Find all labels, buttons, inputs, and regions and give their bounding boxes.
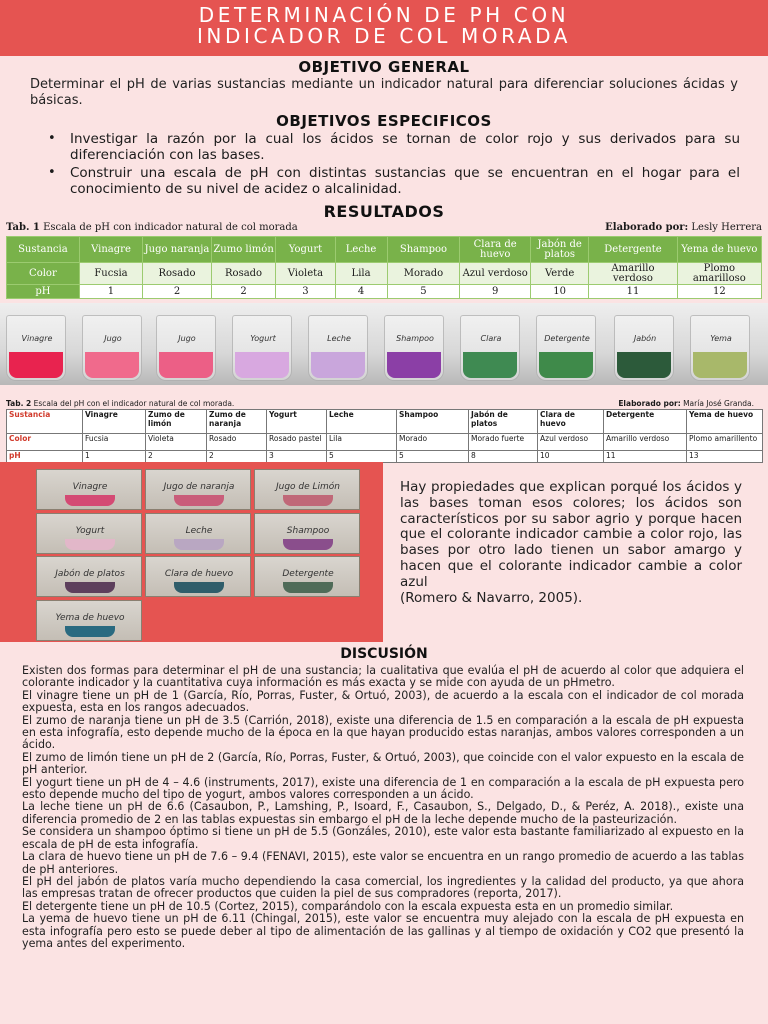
- table2-title: Tab. 2 Escala del pH con el indicador natural de col morada.: [6, 399, 235, 408]
- grid-photo: [145, 469, 251, 510]
- table1-title: Tab. 1 Escala de pH con indicador natural de col morada: [6, 222, 298, 233]
- table-cell: Azul verdoso: [538, 434, 604, 451]
- table-cell: 5: [397, 451, 469, 463]
- table-cell: Amarillo verdoso: [589, 263, 677, 285]
- objetivo-general-text: Determinar el pH de varias sustancias mediante un indicador natural para diferenciar soluciones ácidas y básicas.: [30, 77, 738, 108]
- table-cell: 2: [143, 285, 212, 299]
- objetivo-text: Investigar la razón por la cual los ácidos se tornan de color rojo y sus derivados para su diferenciación con las bases.: [70, 131, 740, 163]
- cup-liquid: [387, 352, 441, 378]
- table-cell: 5: [327, 451, 397, 463]
- table-cell: 11: [589, 285, 677, 299]
- table-cell: Shampoo: [387, 237, 460, 263]
- cup-image: [156, 315, 216, 381]
- table-cell: 10: [538, 451, 604, 463]
- table-cell: Vinagre: [83, 410, 146, 434]
- cup-label: Yogurt: [75, 525, 105, 536]
- table-cell: Yema de huevo: [687, 410, 763, 434]
- table-cell: Morado: [387, 263, 460, 285]
- table-row: [7, 237, 762, 263]
- resultados-heading: RESULTADOS: [323, 202, 445, 221]
- row-label: Sustancia: [7, 410, 83, 434]
- discusion-paragraph: El detergente tiene un pH de 10.5 (Cortez, 2015), comparándolo con la escala expuesta esta en un promedio similar.: [22, 899, 674, 913]
- row-label: Sustancia: [7, 237, 80, 263]
- table-cell: Detergente: [604, 410, 687, 434]
- table-cell: Rosado: [207, 434, 267, 451]
- cup-label: Jabón de platos: [55, 569, 125, 579]
- cup-liquid: [159, 352, 213, 378]
- cup-label: Jugo de naranja: [163, 482, 235, 492]
- cup-label: Jugo: [178, 334, 196, 343]
- table-cell: 5: [387, 285, 460, 299]
- objetivo-general-heading: OBJETIVO GENERAL: [298, 58, 470, 76]
- table-cell: Jabón de platos: [531, 237, 589, 263]
- table-cell: Rosado pastel: [267, 434, 327, 451]
- cup-label: Detergente: [282, 569, 334, 579]
- cup-liquid: [65, 495, 115, 506]
- cup-liquid: [235, 352, 289, 378]
- cup-image: [690, 315, 750, 381]
- discusion-paragraph: El vinagre tiene un pH de 1 (García, Río, Porras, Fuster, & Ortuó, 2003), de acuerdo a la escala con el indicador de col morada expuesta, esta en los rangos adecuados.: [22, 688, 744, 715]
- grid-photo: [145, 556, 251, 597]
- table-row: [7, 263, 762, 285]
- table-cell: 3: [276, 285, 335, 299]
- table-cell: Yema de huevo: [677, 237, 761, 263]
- row-label: pH: [7, 451, 83, 463]
- table-row: [7, 451, 763, 463]
- table-cell: 2: [211, 285, 275, 299]
- cup-liquid: [539, 352, 593, 378]
- table-cell: Clara de huevo: [538, 410, 604, 434]
- table-cell: 2: [207, 451, 267, 463]
- grid-photo: [36, 600, 142, 641]
- discusion-paragraph: La clara de huevo tiene un pH de 7.6 – 9.4 (FENAVI, 2015), este valor se encuentra en un rango promedio de acuerdo a las tablas de pH anteriores.: [22, 850, 744, 876]
- cup-label: Yema: [710, 334, 732, 343]
- table-cell: Fucsia: [83, 434, 146, 451]
- table-cell: Violeta: [146, 434, 207, 451]
- grid-photo: [254, 513, 360, 554]
- table-cell: 10: [531, 285, 589, 299]
- cup-label: Yogurt: [250, 334, 276, 343]
- table-cell: Verde: [531, 263, 589, 285]
- explanation-body: Hay propiedades que explican porqué los ácidos y las bases toman esos colores; los ácidos son característicos por su sabor agrio y porque hacen que el colorante indicador cambie a color rojo, las bases por otro lado tienen un sabor amargo y hacen que el colorante indicador cambie a color azul: [400, 479, 742, 590]
- table-cell: 1: [79, 285, 142, 299]
- title-line-1: DETERMINACIÓN DE PH CON: [198, 3, 570, 27]
- cup-image: [536, 315, 596, 381]
- table-cell: 13: [687, 451, 763, 463]
- objetivo-text: Construir una escala de pH con distintas sustancias que se encuentran en el hogar para el conocimiento de su nivel de acidez o alcalinidad.: [70, 165, 740, 197]
- table-cell: Zumo de naranja: [207, 410, 267, 434]
- cup-liquid: [174, 495, 224, 506]
- discusion-paragraph: El yogurt tiene un pH de 4 – 4.6 (instruments, 2017), existe una diferencia de 1 en comparación a la escala de pH expuesta pero esto depende mucho del tipo de yogurt, ambos valores corresponden a un ácido.: [22, 775, 744, 802]
- cup-liquid: [283, 539, 333, 550]
- cup-liquid: [693, 352, 747, 378]
- cup-label: Yema de huevo: [55, 612, 125, 623]
- cup-label: Shampoo: [396, 334, 434, 343]
- table-cell: 11: [604, 451, 687, 463]
- table1-author: Elaborado por: Lesly Herrera: [605, 222, 762, 233]
- cup-image: [460, 315, 520, 381]
- cup-liquid: [65, 582, 115, 593]
- table1-caption: [6, 222, 762, 235]
- discusion-paragraph: El zumo de limón tiene un pH de 2 (García, Río, Porras, Fuster, & Ortuó, 2003), que coincide con el valor expuesto en la escala de pH anterior.: [22, 750, 744, 777]
- cup-image: [614, 315, 674, 381]
- cup-label: Clara de huevo: [164, 569, 234, 579]
- cups-photo: [0, 303, 768, 385]
- table-cell: 2: [146, 451, 207, 463]
- table-cell: Lila: [335, 263, 387, 285]
- table-cell: Morado: [397, 434, 469, 451]
- table-cell: Shampoo: [397, 410, 469, 434]
- objetivos-list: [48, 131, 740, 199]
- cup-image: [384, 315, 444, 381]
- cup-label: Clara: [480, 334, 502, 343]
- table-cell: Leche: [335, 237, 387, 263]
- cup-image: [308, 315, 368, 381]
- photo-grid: [36, 469, 360, 641]
- cup-liquid: [283, 582, 333, 593]
- cup-label: Leche: [185, 525, 213, 536]
- cup-label: Shampoo: [286, 525, 330, 536]
- discusion-paragraph: La yema de huevo tiene un pH de 6.11 (Chingal, 2015), este valor se encuentra muy alejado con la escala de pH expuesta en esta infografía pero esto se puede deber al tipo de alimentación de las gallinas y al tiempo de oxidación y CO2 que presentó la yema antes del experimento.: [22, 912, 744, 950]
- explanation-text: [400, 480, 742, 606]
- cup-label: Jugo: [104, 334, 122, 343]
- ph-table-1: [6, 236, 762, 299]
- ph-table-2: [6, 409, 763, 463]
- cup-liquid: [65, 626, 115, 637]
- table-row: [7, 285, 762, 299]
- discusion-heading: DISCUSIÓN: [340, 646, 428, 662]
- grid-photo: [254, 556, 360, 597]
- table-cell: Violeta: [276, 263, 335, 285]
- row-label: Color: [7, 434, 83, 451]
- discusion-paragraph: Se considera un shampoo óptimo si tiene un pH de 5.5 (Gonzáles, 2010), este valor esta bastante familiarizado al expuesto en la escala de pH de esta infografía.: [22, 825, 744, 851]
- table-cell: Jugo naranja: [143, 237, 212, 263]
- objetivos-especificos-heading: OBJETIVOS ESPECIFICOS: [276, 112, 492, 130]
- grid-photo: [36, 556, 142, 597]
- cup-label: Vinagre: [72, 482, 108, 492]
- discusion-paragraph: El pH del jabón de platos varía mucho dependiendo la casa comercial, los ingredientes y la calidad del producto, ya que ahora las empresas tratan de ofrecer productos que cuiden la piel de sus compradores (reporta, 2017).: [22, 874, 744, 901]
- table-cell: 3: [267, 451, 327, 463]
- list-item: [48, 131, 740, 163]
- cup-image: [6, 315, 66, 381]
- title-banner: [0, 0, 768, 56]
- discusion-paragraph: El zumo de naranja tiene un pH de 3.5 (Carrión, 2018), existe una diferencia de 1.5 en comparación a la escala de pH expuesta en esta infografía, esto depende mucho de la época en la que hayan producido estas naranjas, ambos valores corresponden a un ácido.: [22, 713, 744, 752]
- table-cell: 4: [335, 285, 387, 299]
- cup-liquid: [311, 352, 365, 378]
- list-item: [48, 165, 740, 197]
- cup-liquid: [463, 352, 517, 378]
- cup-liquid: [174, 582, 224, 593]
- table-cell: Rosado: [143, 263, 212, 285]
- cup-label: Leche: [327, 334, 351, 343]
- cup-image: [232, 315, 292, 381]
- bullet-icon: •: [48, 165, 56, 180]
- cup-liquid: [617, 352, 671, 378]
- title-line-2: INDICADOR DE COL MORADA: [196, 24, 572, 48]
- table-cell: Amarillo verdoso: [604, 434, 687, 451]
- cup-label: Jabón: [633, 334, 657, 343]
- bullet-icon: •: [48, 131, 56, 146]
- table-cell: Zumo limón: [211, 237, 275, 263]
- grid-photo: [36, 469, 142, 510]
- table-cell: Yogurt: [276, 237, 335, 263]
- cup-label: Jugo de Limón: [275, 482, 341, 492]
- table-cell: Fucsia: [79, 263, 142, 285]
- explanation-citation: (Romero & Navarro, 2005).: [400, 589, 583, 606]
- table-cell: Lila: [327, 434, 397, 451]
- table-cell: Azul verdoso: [460, 263, 531, 285]
- table-cell: Yogurt: [267, 410, 327, 434]
- table-cell: Morado fuerte: [469, 434, 538, 451]
- table2-author: Elaborado por: María José Granda.: [618, 399, 754, 408]
- discusion-paragraph: La leche tiene un pH de 6.6 (Casaubon, P., Lamshing, P., Isoard, F., Casaubon, S., Delgado, D., & Peréz, A. 2018)., existe una diferencia promedio de 2 en las tablas expuestas sin embargo el pH de la leche depende mucho de la pasteurización.: [22, 800, 744, 826]
- table-cell: Zumo de limón: [146, 410, 207, 434]
- table-row: [7, 410, 763, 434]
- row-label: pH: [7, 285, 80, 299]
- grid-photo: [254, 469, 360, 510]
- table-cell: Leche: [327, 410, 397, 434]
- discusion-paragraph: Existen dos formas para determinar el pH de una sustancia; la cualitativa que evalúa el pH de acuerdo al color que adquiera el colorante indicador y la cuantitativa cuya información es más exacta y se mide con ayuda de un pHmetro.: [22, 664, 744, 690]
- table-cell: 9: [460, 285, 531, 299]
- row-label: Color: [7, 263, 80, 285]
- cup-liquid: [85, 352, 139, 378]
- cup-liquid: [65, 539, 115, 550]
- cup-image: [82, 315, 142, 381]
- table-cell: Detergente: [589, 237, 677, 263]
- table-cell: 1: [83, 451, 146, 463]
- table-row: [7, 434, 763, 451]
- grid-photo: [36, 513, 142, 554]
- cup-label: Vinagre: [21, 334, 53, 343]
- cup-label: Detergente: [544, 334, 590, 343]
- discusion-text: [22, 665, 744, 950]
- table-cell: Jabón de platos: [469, 410, 538, 434]
- table-cell: Plomo amarillento: [687, 434, 763, 451]
- cup-liquid: [283, 495, 333, 506]
- table-cell: 8: [469, 451, 538, 463]
- cup-liquid: [174, 539, 224, 550]
- table-cell: 12: [677, 285, 761, 299]
- cup-liquid: [9, 352, 63, 378]
- table2-caption: [6, 399, 762, 409]
- table-cell: Vinagre: [79, 237, 142, 263]
- table-cell: Clara de huevo: [460, 237, 531, 263]
- table-cell: Plomo amarilloso: [677, 263, 761, 285]
- table-cell: Rosado: [211, 263, 275, 285]
- grid-photo: [145, 513, 251, 554]
